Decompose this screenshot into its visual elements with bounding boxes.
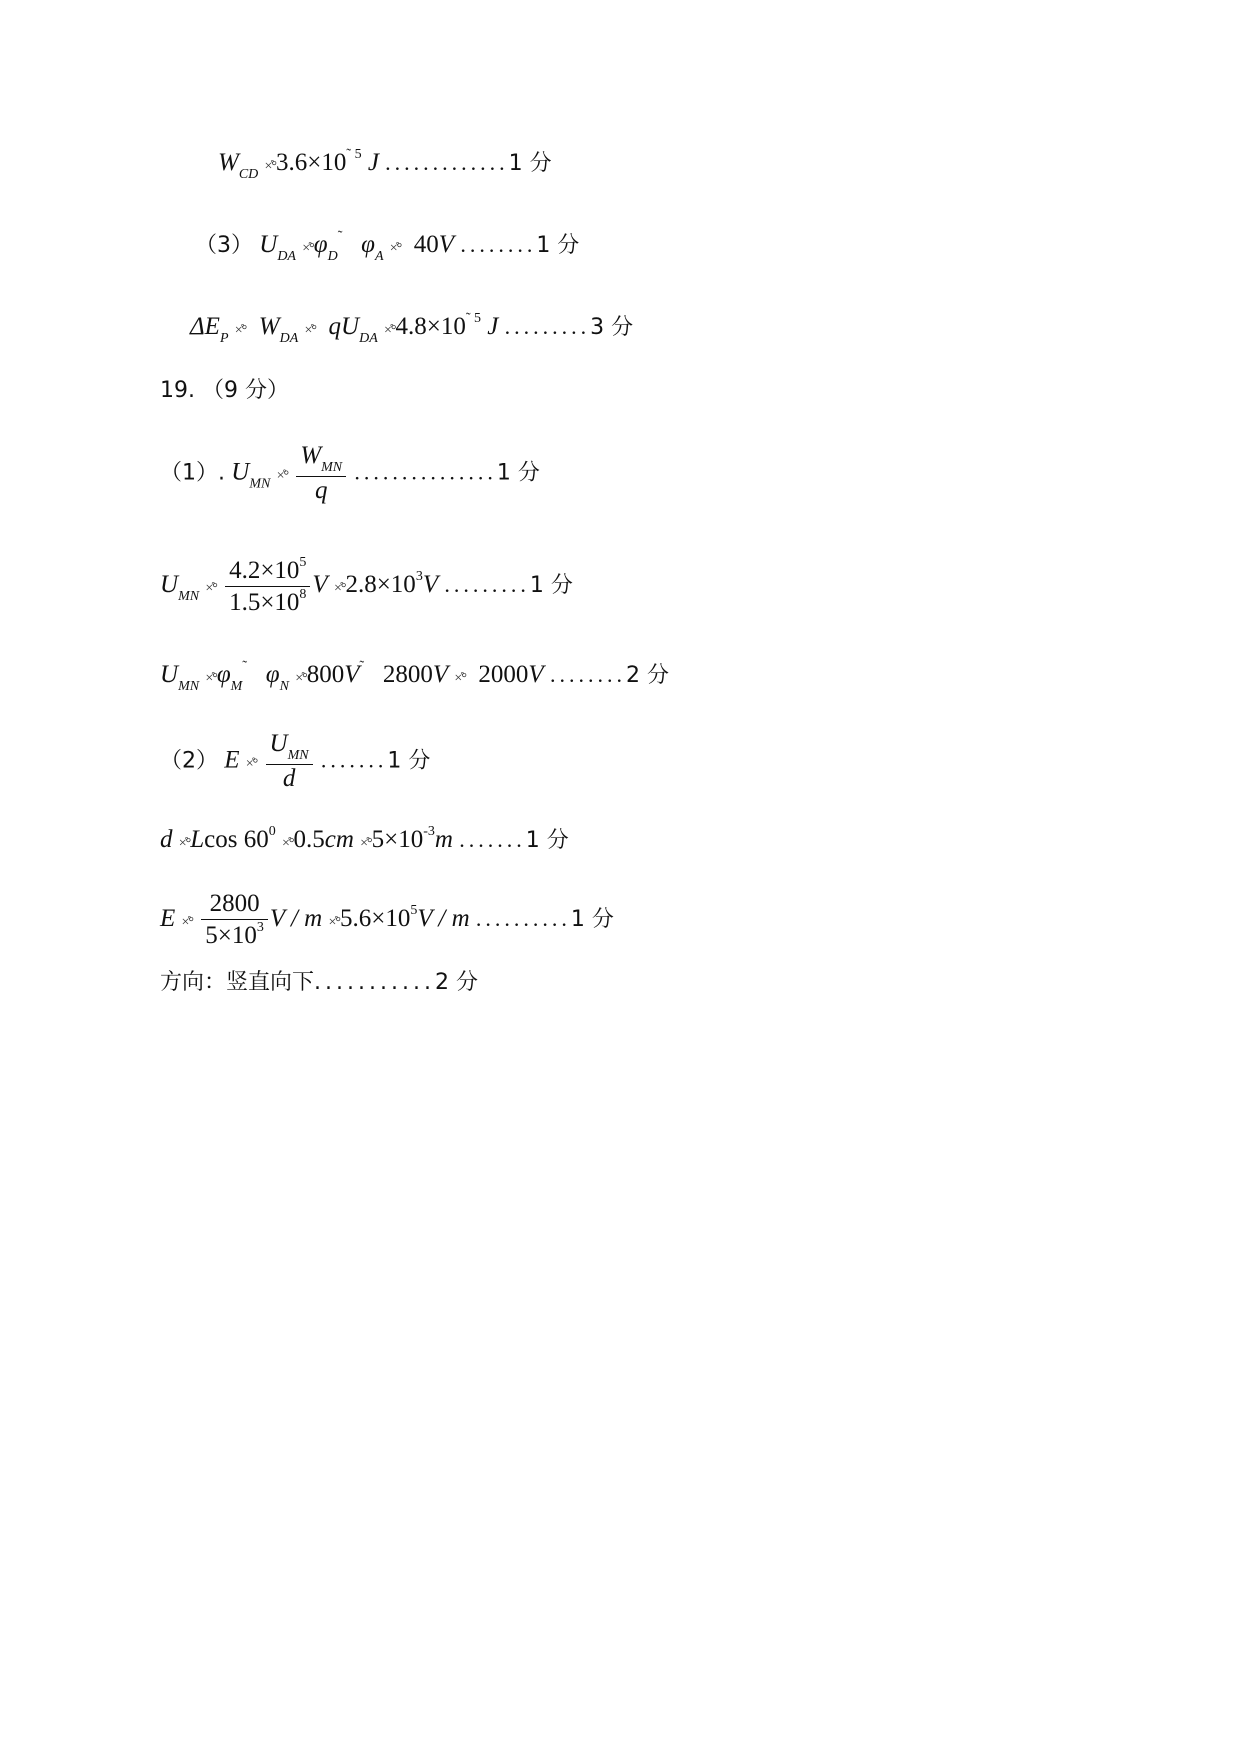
points: 1 分 (387, 748, 431, 774)
equation-e-value (160, 890, 614, 951)
unit-v: V (422, 570, 439, 598)
var-e: E (160, 904, 176, 932)
var-u: U (341, 313, 360, 340)
value-coeff: 5.6×10 (339, 904, 411, 932)
exp: 5 (299, 555, 307, 570)
var-d: d (160, 826, 173, 853)
leader-dots: ......... (444, 571, 530, 597)
var-u: U (160, 570, 179, 598)
equals-glyph: ×̊° (181, 914, 194, 930)
frac-den: q (314, 477, 328, 505)
part-label: （3） (195, 233, 253, 258)
equation-umn-value (160, 555, 573, 618)
leader-dots: ........... (314, 970, 435, 995)
exp-minus-glyph: ˜ 5 (346, 147, 362, 162)
sub-mn: MN (178, 588, 200, 604)
value-coeff: 2.8×10 (345, 570, 416, 598)
leader-dots: ........ (460, 232, 537, 257)
var-u: U (259, 231, 278, 258)
equals-glyph: ×̊° (295, 671, 307, 686)
minus-glyph: ˜ (242, 659, 247, 674)
sub-mn: MN (178, 679, 200, 694)
var-delta-e: ΔE (190, 313, 220, 340)
points: 1 分 (525, 828, 569, 853)
fraction (296, 442, 346, 506)
value-b: 2800 (382, 661, 433, 688)
leader-dots: ............. (385, 150, 509, 175)
points: 1 分 (570, 906, 614, 932)
equation-umn-def (160, 442, 540, 506)
exp: 5 (410, 902, 418, 918)
frac-den: 5×10 (205, 921, 257, 949)
unit-v: V (344, 661, 360, 688)
exp: 8 (299, 586, 307, 602)
sub-mn: MN (321, 460, 343, 475)
frac-num: W (300, 442, 322, 469)
equals-glyph: ×̊° (360, 836, 372, 851)
part-label: （2） (160, 748, 218, 774)
unit-v: V (312, 570, 328, 598)
direction-line (160, 972, 478, 994)
equals-glyph: ×̊° (205, 580, 217, 596)
leader-dots: ............... (354, 459, 497, 485)
var-w: W (258, 313, 280, 340)
equals-glyph: ×̊° (281, 836, 294, 851)
leader-dots: ....... (320, 747, 388, 773)
var-q: q (328, 313, 342, 340)
value2: 5×10 (371, 826, 424, 853)
value-coeff: 3.6×10 (276, 149, 347, 176)
part-label: （1）. (160, 460, 225, 486)
value1: 0.5 (293, 826, 325, 853)
sub-a: A (374, 249, 384, 264)
sub-m: M (230, 679, 243, 694)
frac-num: 2800 (201, 890, 268, 920)
equation-delta-ep (190, 312, 633, 346)
equals-glyph: ×̊° (178, 836, 191, 851)
equation-umn-potential (160, 660, 669, 694)
unit-j: J (487, 313, 499, 340)
equals-glyph: ×̊° (264, 159, 277, 174)
question-heading: 19. （9 分） (160, 378, 289, 403)
unit-v-per-m: V / m (417, 904, 470, 932)
exp: 3 (256, 919, 264, 935)
fraction (266, 730, 313, 794)
sub-mn: MN (287, 748, 309, 763)
points: 1 分 (529, 572, 573, 598)
equation-wcd (218, 148, 552, 182)
unit-j: J (367, 149, 379, 176)
sub-n: N (279, 679, 289, 694)
sub-da: DA (277, 249, 296, 264)
exp-minus-glyph: ˜ 5 (465, 311, 482, 326)
unit-v-per-m: V / m (269, 904, 323, 932)
equals-glyph: ×̊° (328, 914, 340, 930)
exp: 3 (415, 568, 423, 584)
sub-da: DA (279, 331, 299, 346)
var-u: U (160, 661, 179, 688)
unit-v: V (528, 661, 544, 688)
fraction (225, 555, 310, 618)
fraction (201, 890, 268, 951)
equals-glyph: ×̊° (245, 756, 258, 772)
exp: -3 (423, 824, 435, 839)
equation-d (160, 825, 569, 852)
frac-den: d (282, 765, 296, 793)
equals-glyph: ×̊° (304, 323, 317, 338)
value-a: 800 (306, 661, 345, 688)
cos-term: cos 60 (204, 826, 269, 853)
value-coeff: 4.8×10 (395, 313, 466, 340)
points: 2 分 (625, 663, 669, 688)
points: 1 分 (536, 233, 580, 258)
sub-da: DA (359, 331, 378, 346)
minus-glyph: ˜ (359, 659, 365, 674)
points: 3 分 (590, 315, 634, 340)
leader-dots: ........ (549, 662, 626, 687)
frac-num: U (269, 730, 288, 757)
sub-p: P (219, 331, 229, 346)
leader-dots: ....... (459, 827, 526, 852)
var-l: L (190, 826, 205, 853)
sub-d: D (327, 249, 338, 264)
equals-glyph: ×̊° (454, 671, 466, 686)
equals-glyph: ×̊° (389, 241, 402, 256)
sub-mn: MN (249, 476, 271, 492)
points: 1 分 (508, 151, 552, 176)
value: 40 (413, 231, 439, 258)
var-phi-m: φ (216, 661, 231, 688)
var-u: U (231, 458, 250, 486)
frac-num: 4.2×10 (229, 557, 300, 584)
var-phi-n: φ (265, 661, 280, 688)
var-phi-d: φ (313, 231, 328, 258)
unit-m: m (434, 826, 453, 853)
sub-cd: CD (238, 167, 259, 182)
equals-glyph: ×̊° (384, 323, 396, 338)
unit-v: V (432, 661, 449, 688)
leader-dots: ......... (504, 314, 591, 339)
var-w: W (218, 149, 239, 176)
minus-glyph: ˜ (337, 229, 343, 244)
unit-cm: cm (324, 826, 354, 853)
var-phi-a: φ (361, 231, 375, 258)
equals-glyph: ×̊° (333, 580, 346, 596)
points: 2 分 (434, 970, 478, 995)
direction-text: 方向：竖直向下 (160, 970, 315, 995)
unit-v: V (438, 231, 455, 258)
var-e: E (224, 746, 240, 774)
value-c: 2000 (478, 661, 529, 688)
equals-glyph: ×̊° (276, 468, 289, 484)
degree: 0 (268, 824, 276, 839)
equals-glyph: ×̊° (234, 323, 247, 338)
leader-dots: .......... (475, 905, 571, 931)
points: 1 分 (496, 460, 540, 486)
frac-den: 1.5×10 (229, 588, 300, 616)
equals-glyph: ×̊° (302, 241, 314, 256)
equation-uda (195, 230, 579, 264)
equation-e-def (160, 730, 430, 794)
equals-glyph: ×̊° (205, 671, 217, 686)
